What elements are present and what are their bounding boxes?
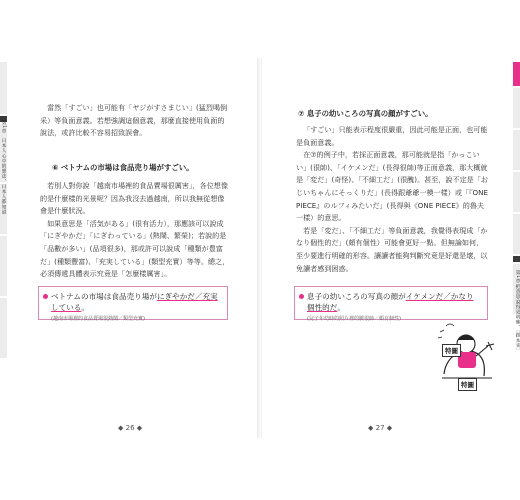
right-tab-segment bbox=[513, 88, 520, 128]
bullet-dot-icon bbox=[299, 294, 304, 299]
right-tab-marker bbox=[513, 256, 520, 262]
paragraph-text: 若別人對你說「越南市場裡的食品賣場很厲害」，各位想像的是什麼樣的光景呢？因為我沒去過越南，所以我無從想像會是什麼狀況。 bbox=[40, 181, 228, 216]
left-example-heading: ⑥ ベトナムの市場は食品売り場がすごい。 bbox=[52, 163, 194, 172]
right-tab-segment bbox=[513, 172, 520, 212]
paragraph-text: 「すごい」只能表示程度很嚴重，因此可能是正面，也可能是負面意義。 bbox=[296, 125, 488, 147]
illustration-label: 特圖 bbox=[442, 344, 461, 357]
left-example-box bbox=[38, 286, 228, 320]
example-highlight: イケメンだ／かなり個性的だ bbox=[307, 292, 474, 312]
left-page bbox=[0, 58, 258, 438]
left-page-number: ◆ 26 ◆ bbox=[118, 424, 143, 432]
left-tab-segment bbox=[0, 298, 7, 358]
bullet-dot-icon bbox=[43, 294, 48, 299]
right-paragraphs bbox=[296, 124, 488, 275]
right-chapter-title: 把意思說得更明確，〔跟本來〕 bbox=[515, 284, 520, 354]
paragraph-text: 若是「変だ」、「不細工だ」等負面意義，我覺得表現成「かなり個性的だ」(頗有個性）可能會更好一點。但無論如何，至少要進行明確的形容。讓讀者能夠判斷究竟是好還是壞，以免讀者感到困惑。 bbox=[296, 225, 488, 273]
paragraph-text: 如果意思是「活気がある」(很有活力），那應該可以說成「にぎやかだ」「にぎわっている」(熱鬧、繁榮)；若說的是「品數が多い」(品項很多)，那或許可以說成「種類が豊富だ」(種類豐富)、「充実している」(類型充實）等等。總之，必須傳遞具體表示究竟是「怎麼樣厲害」。 bbox=[40, 218, 230, 279]
book-spread bbox=[0, 58, 520, 438]
right-page-number: ◆ 27 ◆ bbox=[368, 424, 393, 432]
left-chapter-label: 第1章 bbox=[1, 120, 6, 134]
example-translation: (兒子年幼時的照片裡的臉很帥／頗有個性) bbox=[307, 316, 401, 322]
left-chapter-title: 日本人心中的想法，日本人都知道 bbox=[1, 138, 6, 215]
example-sentence bbox=[51, 291, 221, 313]
example-translation: (越南市場裡的食品賣場很熱鬧／類型充實) bbox=[51, 316, 145, 322]
left-paragraph-1 bbox=[40, 102, 230, 140]
left-tab-segment bbox=[0, 236, 7, 296]
right-tab-segment bbox=[513, 130, 520, 170]
example-end: 。 bbox=[337, 303, 345, 312]
example-end: 。 bbox=[81, 303, 89, 312]
paragraph-text: 在⑦的例子中，若採正面意義，那可能就是指「かっこいい」(很帥)、「イケメンだ」(長得很帥)等正面意義，那大概就是「変だ」(奇怪)、「不細工だ」(很醜)。甚至，說不定是「おじいちゃんにそっくりだ」(長得跟爺爺一模一樣）或「『ONE PIECE』のルフィみたいだ」(長得與《ONE PIECE》的魯夫一樣）的意思。 bbox=[296, 150, 488, 223]
example-sentence bbox=[307, 291, 481, 313]
illustration-label: 特圖 bbox=[458, 378, 477, 391]
right-chapter-label: 第1章 bbox=[515, 270, 520, 284]
example-highlight: にぎやかだ／充実している bbox=[51, 292, 218, 312]
example-text: ベトナムの市場は食品売り場が bbox=[51, 292, 157, 301]
page-number-text: 27 bbox=[375, 424, 385, 432]
right-example-box bbox=[294, 286, 488, 320]
left-tab-segment bbox=[0, 62, 7, 114]
right-page bbox=[262, 58, 520, 438]
example-text: 息子の幼いころの写真の顔が bbox=[307, 292, 406, 301]
right-tab-segment bbox=[513, 214, 520, 254]
left-paragraph-2 bbox=[40, 180, 230, 281]
right-tab-active bbox=[513, 62, 520, 86]
page-number-text: 26 bbox=[125, 424, 135, 432]
right-example-heading: ⑦ 息子の幼いころの写真の顔がすごい。 bbox=[298, 109, 433, 118]
paragraph-text: 當然「すごい」也可能有「ヤジがすさまじい」(猛烈喝倒采）等負面意義。若想強調這個意義，那麼直接使用負面的說法，或許比較不容易招致誤會。 bbox=[40, 103, 228, 138]
